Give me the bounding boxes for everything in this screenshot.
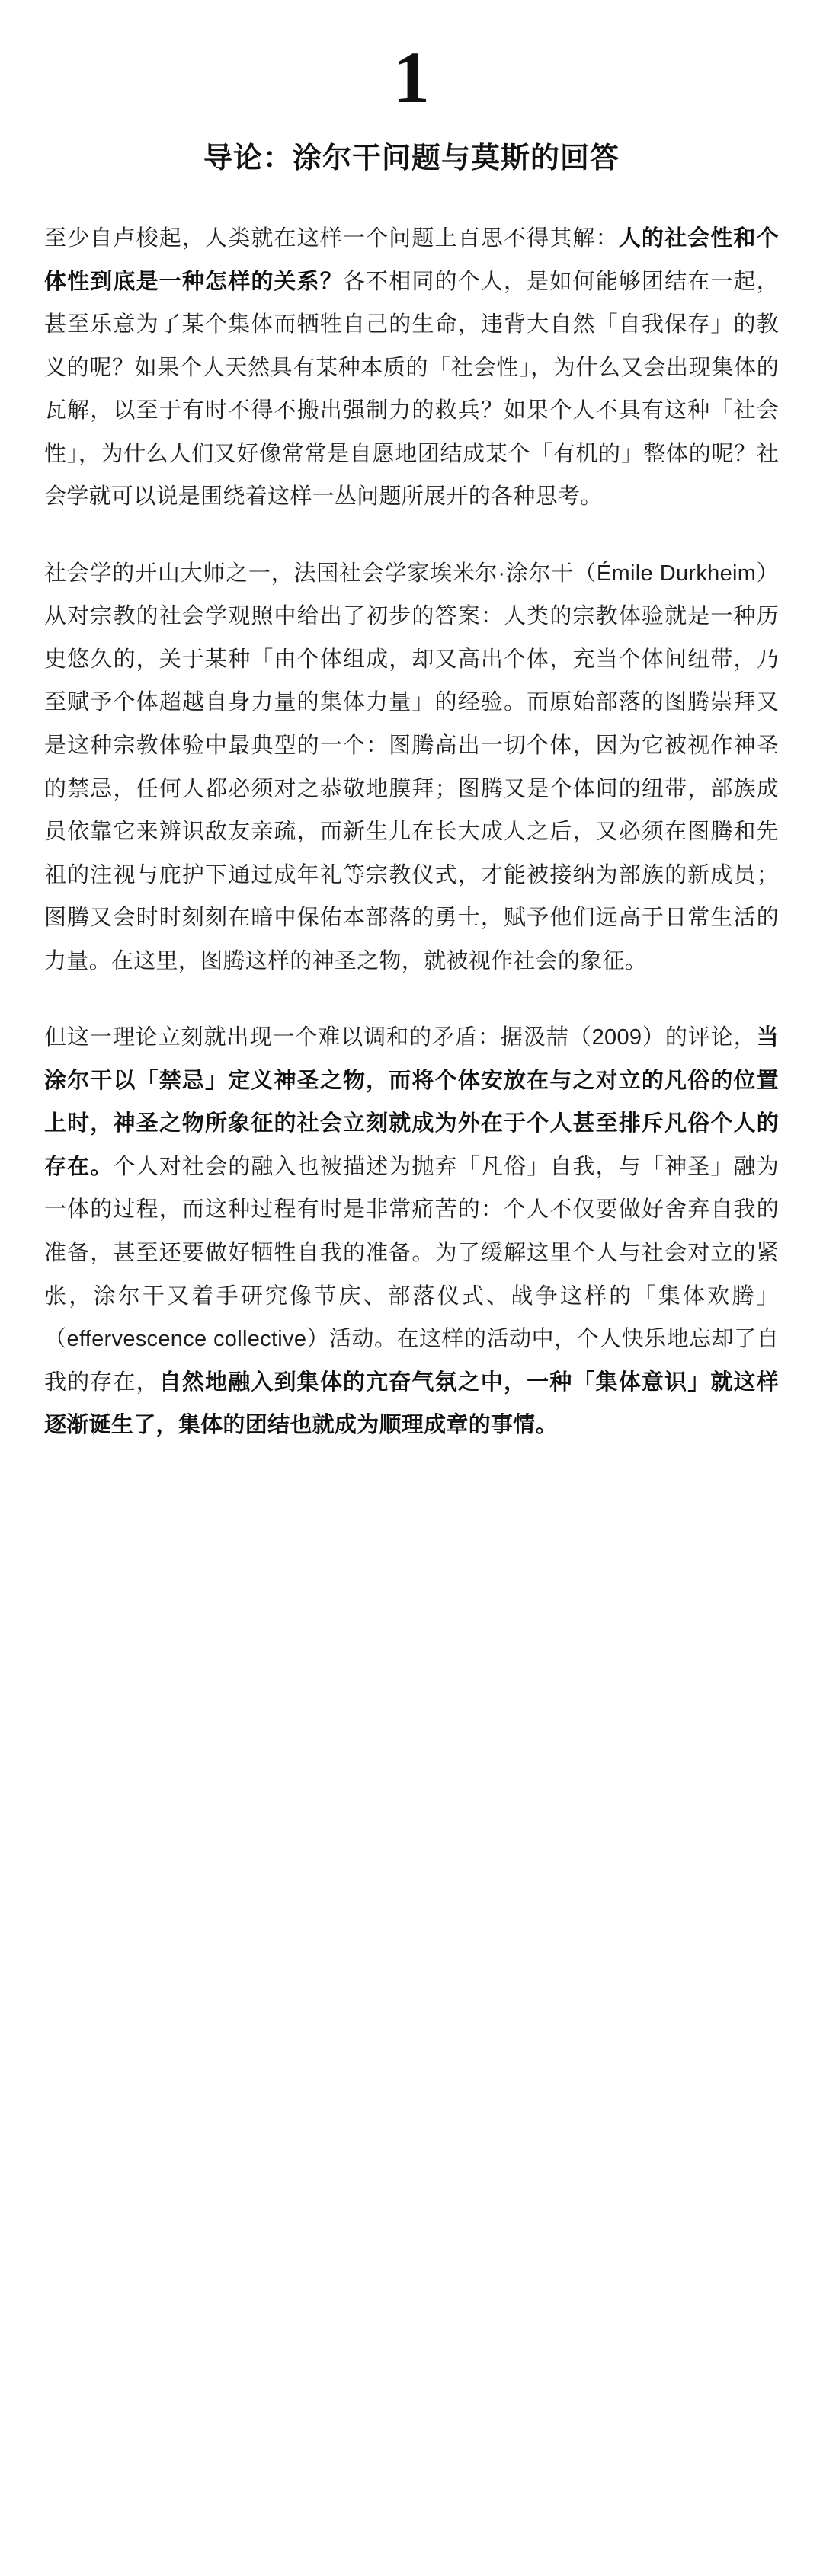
body-text-run: 各不相同的个人，是如何能够团结在一起，甚至乐意为了某个集体而牺牲自己的生命，违背大自然「自我保存」的教义的呢？如果个人天然具有某种本质的「社会性」，为什么又会出现集体的瓦解，以至于有时不得不搬出强制力的救兵？如果个人不具有这种「社会性」，为什么人们又好像常常是自愿地团结成某个「有机的」整体的呢？社会学就可以说是围绕着这样一丛问题所展开的各种思考。 xyxy=(44,269,779,510)
emphasis-text: 当涂尔干以「禁忌」定义神圣之物，而将个体安放在与之对立的凡俗的位置上时，神圣之物所象征的社会立刻就成为外在于个人甚至排斥凡俗个人的存在。 xyxy=(44,1025,779,1179)
paragraph xyxy=(44,217,779,519)
body-text-run: 个人对社会的融入也被描述为抛弃「凡俗」自我，与「神圣」融为一体的过程，而这种过程有时是非常痛苦的：个人不仅要做好舍弃自我的准备，甚至还要做好牺牲自我的准备。为了缓解这里个人与社会对立的紧张，涂尔干又着手研究像节庆、部落仪式、战争这样的「集体欢腾」（effervescence collective）活动。在这样的活动中，个人快乐地忘却了自我的存在， xyxy=(44,1154,780,1395)
paragraph xyxy=(44,1016,779,1446)
emphasis-text: 自然地融入到集体的亢奋气氛之中，一种「集体意识」就这样逐渐诞生了，集体的团结也就成为顺理成章的事情。 xyxy=(44,1369,779,1438)
body-text-run: 但这一理论立刻就出现一个难以调和的矛盾：据汲喆（2009）的评论， xyxy=(44,1025,757,1050)
paragraph xyxy=(44,552,779,983)
body-text-run: 至少自卢梭起，人类就在这样一个问题上百思不得其解： xyxy=(44,226,619,251)
chapter-number: 1 xyxy=(393,37,430,118)
emphasis-text: 人的社会性和个体性到底是一种怎样的关系？ xyxy=(44,226,779,294)
body-text xyxy=(44,217,779,1447)
body-text-run: 社会学的开山大师之一，法国社会学家埃米尔·涂尔干（Émile Durkheim）从对宗教的社会学观照中给出了初步的答案：人类的宗教体验就是一种历史悠久的，关于某种「由个体组成，却又高出个体，充当个体间纽带，乃至赋予个体超越自身力量的集体力量」的经验。而原始部落的图腾崇拜又是这种宗教体验中最典型的一个：图腾高出一切个体，因为它被视作神圣的禁忌，任何人都必须对之恭敬地膜拜；图腾又是个体间的纽带，部族成员依靠它来辨识敌友亲疏，而新生儿在长大成人之后，又必须在图腾和先祖的注视与庇护下通过成年礼等宗教仪式，才能被接纳为部族的新成员；图腾又会时时刻刻在暗中保佑本部落的勇士，赋予他们远高于日常生活的力量。在这里，图腾这样的神圣之物，就被视作社会的象征。 xyxy=(44,561,779,973)
chapter-title: 导论：涂尔干问题与莫斯的回答 xyxy=(203,142,620,174)
